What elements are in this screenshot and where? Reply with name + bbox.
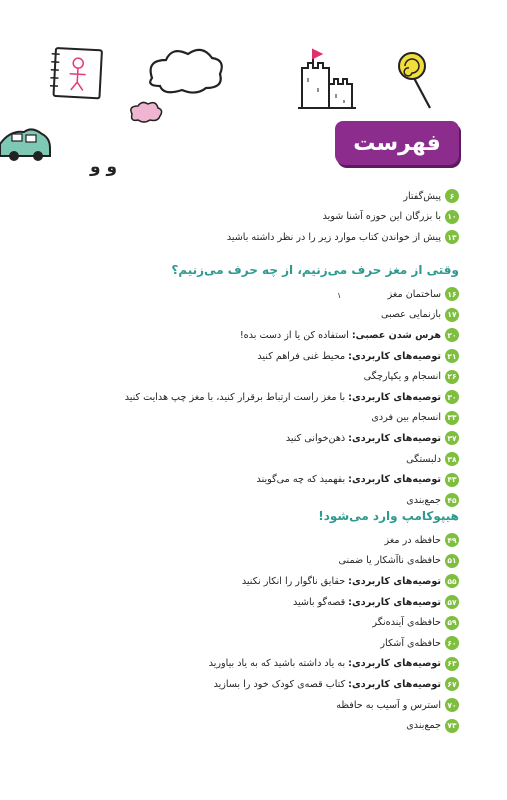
entry-title: انسجام بین فردی <box>371 412 441 424</box>
page-number-badge: ۶۰ <box>445 636 459 650</box>
entry-title: با بزرگان این حوزه آشنا شوید <box>322 211 441 223</box>
toc-entry[interactable] <box>209 612 459 633</box>
page-number-badge: ۵۵ <box>445 574 459 588</box>
toc-entry[interactable] <box>125 366 459 387</box>
entry-title: جمع‌بندی <box>406 494 441 506</box>
page-number-badge: ۵۹ <box>445 616 459 630</box>
toc-entry[interactable] <box>227 207 459 228</box>
entry-label-bold: توصیه‌های کاربردی: <box>348 678 441 690</box>
entry-title: جمع‌بندی <box>406 720 441 732</box>
page-number-badge: ۱۶ <box>445 287 459 301</box>
entry-label-bold: توصیه‌های کاربردی: <box>348 391 441 403</box>
page-number-badge: ۴۵ <box>445 493 459 507</box>
page-number-badge: ۴۳ <box>445 473 459 487</box>
entry-title: حافظه‌ی آینده‌نگر <box>372 617 441 629</box>
page-number-badge: ۶۳ <box>445 657 459 671</box>
toc-entry[interactable] <box>209 592 459 613</box>
toc-entry[interactable] <box>209 551 459 572</box>
doodle-text: و و <box>90 157 118 177</box>
entry-title: استرس و آسیب به حافظه <box>336 699 441 711</box>
page-number-badge: ۳۸ <box>445 452 459 466</box>
page-number-badge: ۱۰ <box>445 210 459 224</box>
toc-entry[interactable] <box>125 428 459 449</box>
header-doodles <box>0 0 507 200</box>
entry-title: قصه‌گو باشید <box>292 596 346 608</box>
page-number-badge: ۳۳ <box>445 411 459 425</box>
toc-entry[interactable] <box>125 469 459 490</box>
page-number-badge: ۳۰ <box>445 390 459 404</box>
toc-section-brain <box>125 260 459 511</box>
toc-entry[interactable] <box>125 408 459 429</box>
toc-entry[interactable] <box>209 633 459 654</box>
castle-icon <box>298 50 356 108</box>
toc-entry[interactable] <box>227 186 459 207</box>
page-number-badge: ۲۱ <box>445 349 459 363</box>
entry-title: حقایق ناگوار را انکار نکنید <box>241 575 346 587</box>
page-title: فهرست <box>335 121 459 165</box>
toc-entry[interactable] <box>125 305 459 326</box>
entry-title: بفهمید که چه می‌گویند <box>256 474 346 486</box>
toc-entry[interactable] <box>227 227 459 248</box>
page-number-badge: ۱۳ <box>445 230 459 244</box>
entry-title: ساختمان مغز <box>387 288 441 300</box>
toc-section-intro <box>227 186 459 248</box>
toc-entry[interactable] <box>209 654 459 675</box>
entry-title: حافظه در مغز <box>384 534 441 546</box>
page-number-badge: ۳۷ <box>445 431 459 445</box>
toc-entry[interactable] <box>125 346 459 367</box>
page-number-badge: ۱۷ <box>445 308 459 322</box>
lollipop-icon <box>399 53 430 108</box>
page-number-badge: ۲۰ <box>445 328 459 342</box>
small-cloud-icon <box>131 102 162 122</box>
entry-title: انسجام و یکپارچگی <box>363 371 441 383</box>
entry-title: حافظه‌ی آشکار <box>380 637 441 649</box>
entry-label-bold: هرس شدن عصبی: <box>351 329 441 341</box>
entry-title: پیش از خواندن کتاب موارد زیر را در نظر داشته باشید <box>226 231 441 243</box>
entry-title: با مغز راست ارتباط برقرار کنید، با مغز چپ هدایت کنید <box>124 391 346 403</box>
entry-label-bold: توصیه‌های کاربردی: <box>348 350 441 362</box>
toc-entry[interactable] <box>125 325 459 346</box>
page-number-badge: ۶ <box>445 189 459 203</box>
toc-entry[interactable] <box>209 674 459 695</box>
section-heading: وقتی از مغز حرف می‌زنیم، از چه حرف می‌زنیم؟ <box>171 263 459 277</box>
entry-title: پیش‌گفتار <box>403 190 441 202</box>
page-number-badge: ۲۶ <box>445 370 459 384</box>
page-number-badge: ۴۹ <box>445 533 459 547</box>
entry-title: ذهن‌خوانی کنید <box>285 432 346 444</box>
side-mark: ۱ <box>337 291 342 300</box>
entry-label-bold: توصیه‌های کاربردی: <box>348 474 441 486</box>
toc-entry[interactable] <box>125 284 459 305</box>
notebook-icon <box>49 48 101 99</box>
entry-title: استفاده کن یا از دست بده! <box>239 329 349 341</box>
toc-entry[interactable] <box>209 695 459 716</box>
page-number-badge: ۷۳ <box>445 719 459 733</box>
toc-entry[interactable] <box>209 715 459 736</box>
entry-title: دلبستگی <box>406 453 441 465</box>
page-number-badge: ۶۷ <box>445 677 459 691</box>
entry-title: کتاب قصه‌ی کودک خود را بسازید <box>213 678 346 690</box>
page-number-badge: ۵۱ <box>445 554 459 568</box>
page-number-badge: ۵۷ <box>445 595 459 609</box>
section-heading: هیپوکامپ وارد می‌شود! <box>318 509 459 523</box>
entry-title: بازنمایی عصبی <box>380 309 441 321</box>
entry-label-bold: توصیه‌های کاربردی: <box>348 432 441 444</box>
entry-label-bold: توصیه‌های کاربردی: <box>348 658 441 670</box>
toc-entry[interactable] <box>125 387 459 408</box>
toc-section-hippocampus <box>209 506 459 736</box>
toc-entry[interactable] <box>209 571 459 592</box>
cloud-icon <box>150 50 222 93</box>
entry-title: حافظه‌ی ناآشکار یا ضمنی <box>338 555 441 567</box>
entry-label-bold: توصیه‌های کاربردی: <box>348 596 441 608</box>
car-icon <box>0 129 50 161</box>
entry-title: محیط غنی فراهم کنید <box>257 350 346 362</box>
entry-label-bold: توصیه‌های کاربردی: <box>348 575 441 587</box>
page-number-badge: ۷۰ <box>445 698 459 712</box>
toc-entry[interactable] <box>125 449 459 470</box>
entry-title: به یاد داشته باشید که به یاد بیاورید <box>208 658 346 670</box>
toc-entry[interactable] <box>209 530 459 551</box>
